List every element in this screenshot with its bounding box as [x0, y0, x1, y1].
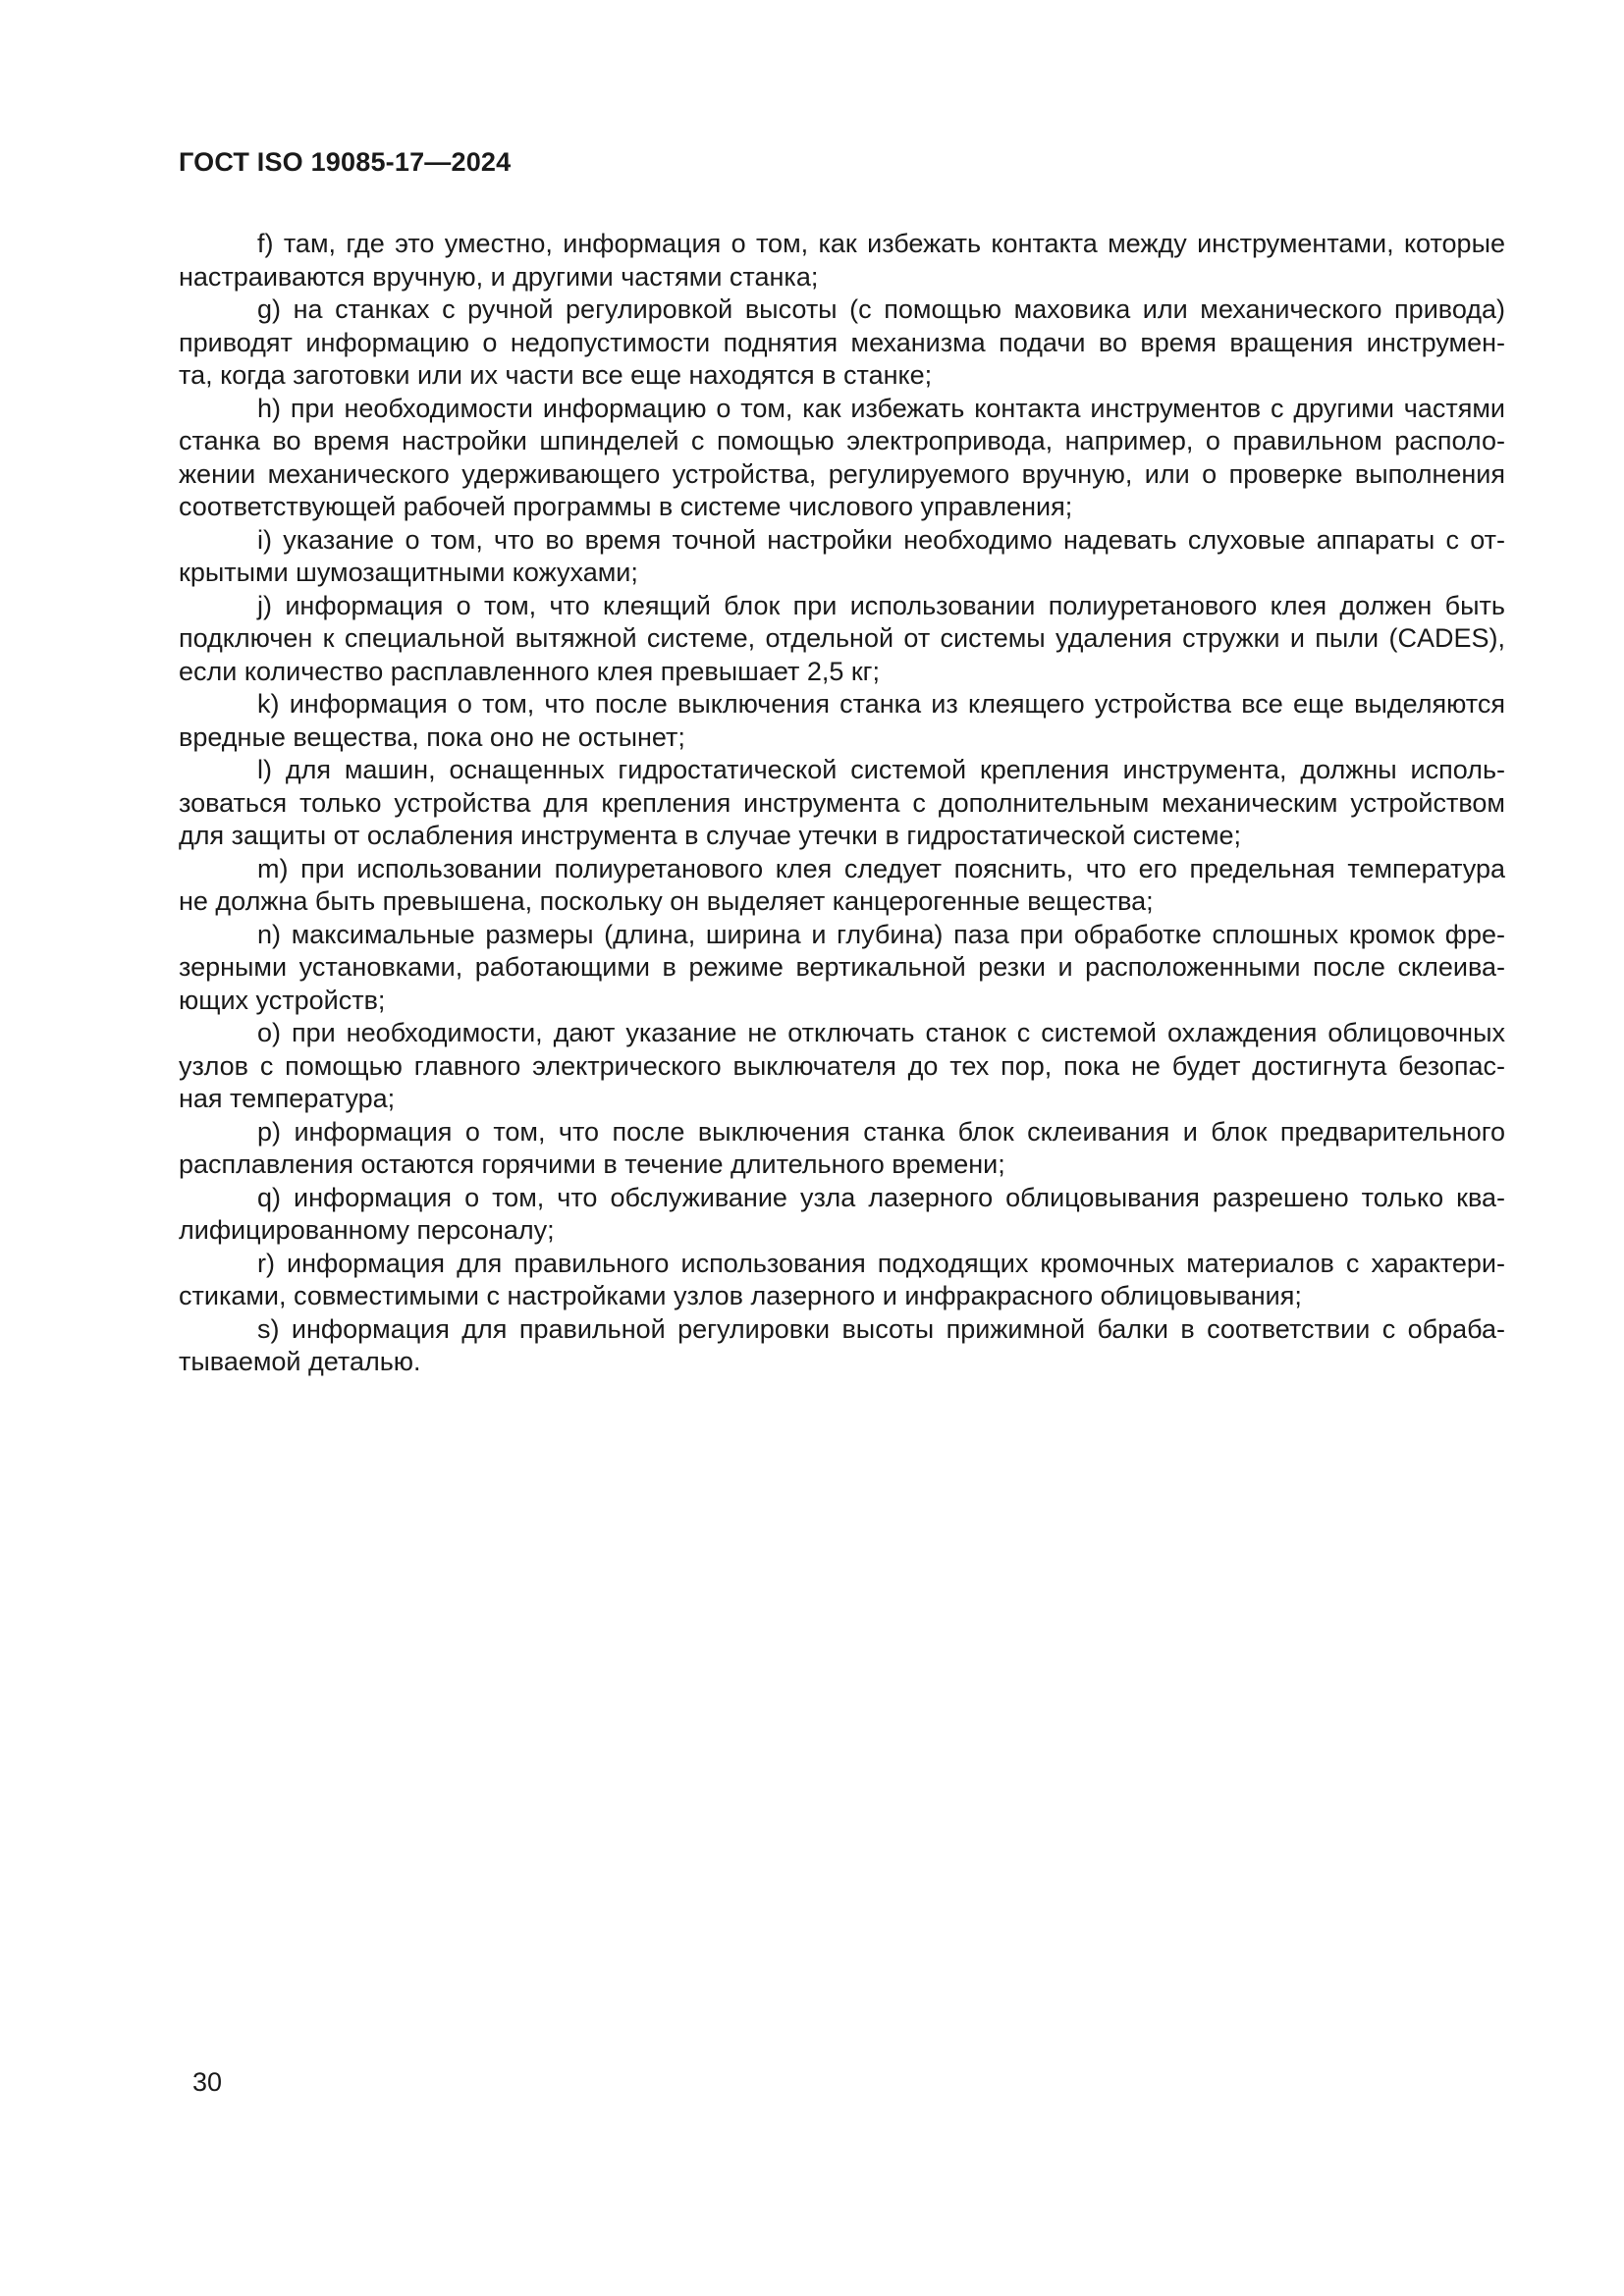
text-line: q) информация о том, что обслуживание узла лазерного облицовывания разрешено только ква- — [257, 1182, 1505, 1212]
list-item-j — [179, 590, 1505, 689]
text-line: настраиваются вручную, и другими частями станка; — [179, 261, 819, 292]
text-line: соответствующей рабочей программы в системе числового управления; — [179, 492, 1073, 521]
text-line: приводят информацию о недопустимости поднятия механизма подачи во время вращения инструмен- — [179, 327, 1505, 357]
text-line: лифицированному персоналу; — [179, 1215, 555, 1245]
text-line: крытыми шумозащитными кожухами; — [179, 558, 638, 587]
text-line: l) для машин, оснащенных гидростатической системой крепления инструмента, должны исполь- — [257, 755, 1505, 784]
text-line: станка во время настройки шпинделей с помощью электропривода, например, о правильном располо- — [179, 426, 1505, 455]
text-line: та, когда заготовки или их части все еще находятся в станке; — [179, 360, 933, 390]
text-line: ющих устройств; — [179, 985, 386, 1015]
text-line: f) там, где это уместно, информация о том, как избежать контакта между инструментами, которые — [257, 229, 1505, 258]
page-number: 30 — [192, 2067, 223, 2097]
text-line: r) информация для правильного использования подходящих кромочных материалов с характери- — [257, 1248, 1505, 1278]
text-line: для защиты от ослабления инструмента в случае утечки в гидростатической системе; — [179, 821, 1242, 850]
list-item-g — [179, 294, 1505, 393]
text-line: если количество расплавленного клея превышает 2,5 кг; — [179, 656, 881, 686]
text-line: i) указание о том, что во время точной настройки необходимо надевать слуховые аппараты с от- — [257, 524, 1505, 555]
list-item-f — [179, 228, 1505, 294]
list-item-m — [179, 853, 1505, 919]
list-item-i — [179, 524, 1505, 590]
text-line: вредные вещества, пока оно не остынет; — [179, 721, 685, 752]
list-item-k — [179, 688, 1505, 754]
text-line: m) при использовании полиуретанового клея следует пояснить, что его предельная температура — [257, 853, 1505, 883]
text-line: не должна быть превышена, поскольку он выделяет канцерогенные вещества; — [179, 886, 1154, 916]
list-item-p — [179, 1116, 1505, 1182]
document-body — [179, 228, 1505, 1379]
list-item-o — [179, 1017, 1505, 1116]
text-line: тываемой деталью. — [179, 1347, 421, 1376]
text-line: подключен к специальной вытяжной системе, отдельной от системы удаления стружки и пыли (CADES), — [179, 623, 1505, 653]
text-line: зоваться только устройства для крепления инструмента с дополнительным механическим устройством — [179, 787, 1505, 818]
document-header-designation: ГОСТ ISO 19085-17—2024 — [179, 147, 512, 177]
list-item-h — [179, 393, 1505, 524]
text-line: h) при необходимости информацию о том, как избежать контакта инструментов с другими частями — [257, 393, 1505, 423]
text-line: зерными установками, работающими в режиме вертикальной резки и расположенными после склеива- — [179, 952, 1505, 982]
text-line: p) информация о том, что после выключения станка блок склеивания и блок предварительного — [257, 1116, 1505, 1147]
text-line: g) на станках с ручной регулировкой высоты (с помощью маховика или механического привода) — [257, 294, 1505, 324]
list-item-l — [179, 754, 1505, 853]
text-line: s) информация для правильной регулировки высоты прижимной балки в соответствии с обраба- — [257, 1313, 1505, 1344]
text-line: j) информация о том, что клеящий блок при использовании полиуретанового клея должен быть — [257, 590, 1505, 620]
text-line: расплавления остаются горячими в течение длительного времени; — [179, 1149, 1005, 1179]
list-item-r — [179, 1248, 1505, 1313]
text-line: o) при необходимости, дают указание не отключать станок с системой охлаждения облицовочных — [257, 1018, 1505, 1047]
text-line: k) информация о том, что после выключения станка из клеящего устройства все еще выделяются — [257, 689, 1505, 719]
list-item-q — [179, 1182, 1505, 1248]
text-line: стиками, совместимыми с настройками узлов лазерного и инфракрасного облицовывания; — [179, 1281, 1302, 1310]
text-line: n) максимальные размеры (длина, ширина и глубина) паза при обработке сплошных кромок фре- — [257, 919, 1505, 949]
text-line: узлов с помощью главного электрического выключателя до тех пор, пока не будет достигнута безопас- — [179, 1050, 1505, 1081]
list-item-n — [179, 919, 1505, 1018]
text-line: ная температура; — [179, 1084, 396, 1113]
text-line: жении механического удерживающего устройства, регулируемого вручную, или о проверке выполнения — [179, 458, 1505, 489]
list-item-s — [179, 1313, 1505, 1379]
